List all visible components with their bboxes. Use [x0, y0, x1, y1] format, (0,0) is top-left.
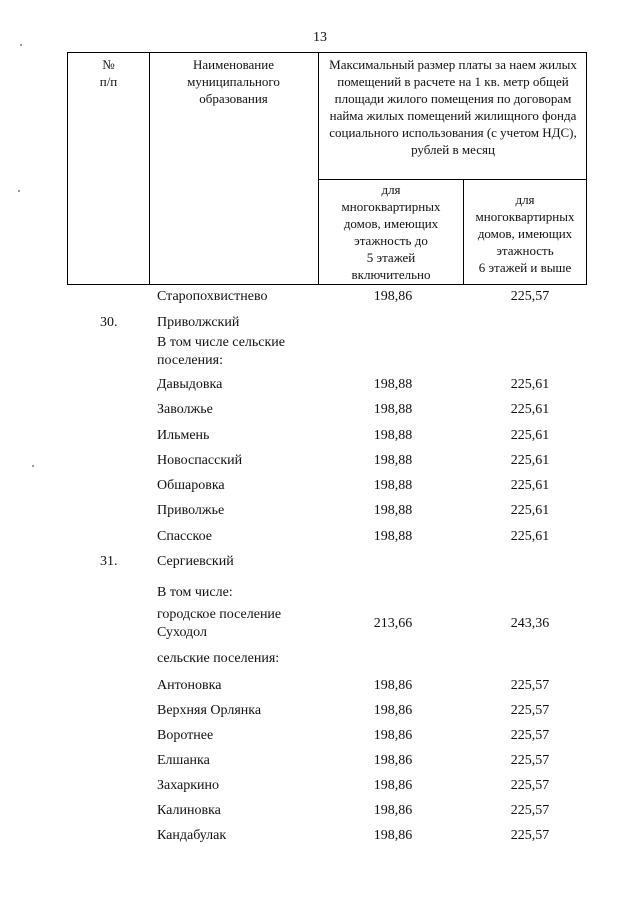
row-value-up-to-5-floors: 198,86 [373, 728, 413, 743]
header-col-number: № п/п [99, 57, 118, 89]
row-name: Приволжье [157, 503, 225, 518]
row-name: Калиновка [157, 803, 221, 818]
row-value-6-floors-and-above: 225,61 [510, 428, 550, 443]
row-value-up-to-5-floors: 198,86 [373, 828, 413, 843]
row-value-up-to-5-floors: 198,86 [373, 753, 413, 768]
header-sub-up-to-5-floors: для многоквартирных домов, имеющих этажность до 5 этажей включительно [341, 182, 441, 282]
row-value-6-floors-and-above: 225,57 [510, 678, 550, 693]
row-name: Воротнее [157, 728, 214, 743]
row-value-up-to-5-floors: 198,86 [373, 678, 413, 693]
row-name: Сергиевский [157, 554, 234, 569]
row-name: Старопохвистнево [157, 289, 268, 304]
row-name: Приволжский [157, 315, 240, 330]
row-value-up-to-5-floors: 198,88 [373, 529, 413, 544]
row-value-6-floors-and-above: 225,61 [510, 503, 550, 518]
header-sub-6-floors-and-above: для многоквартирных домов, имеющих этажность 6 этажей и выше [475, 192, 575, 275]
row-value-6-floors-and-above: 225,61 [510, 402, 550, 417]
row-name: городское поселение Суходол [157, 607, 282, 640]
row-value-6-floors-and-above: 225,57 [510, 778, 550, 793]
row-name: Новоспасский [157, 453, 243, 468]
row-name: В том числе: [157, 585, 233, 600]
header-divider [318, 179, 586, 180]
header-col-max-payment: Максимальный размер платы за наем жилых помещений в расчете на 1 кв. метр общей площади жилого помещения по договорам найма жилых помещений жилищного фонда социального использования (с учетом НДС), рублей в месяц [329, 57, 577, 157]
row-value-6-floors-and-above: 225,57 [510, 703, 550, 718]
row-value-up-to-5-floors: 198,88 [373, 377, 413, 392]
row-name: сельские поселения: [157, 651, 280, 666]
row-value-6-floors-and-above: 225,57 [510, 728, 550, 743]
row-value-6-floors-and-above: 225,57 [510, 753, 550, 768]
row-value-up-to-5-floors: 198,88 [373, 503, 413, 518]
row-name: Заволжье [157, 402, 213, 417]
table-header [67, 52, 587, 285]
row-value-6-floors-and-above: 225,61 [510, 453, 550, 468]
row-value-6-floors-and-above: 225,57 [510, 289, 550, 304]
scan-speck [20, 44, 22, 46]
row-name: Обшаровка [157, 478, 225, 493]
scan-speck [18, 190, 20, 192]
row-name: Спасское [157, 529, 212, 544]
row-number: 30. [100, 315, 118, 330]
row-value-up-to-5-floors: 198,86 [373, 778, 413, 793]
row-name: Верхняя Орлянка [157, 703, 262, 718]
row-name: Ильмень [157, 428, 210, 443]
row-value-6-floors-and-above: 225,61 [510, 529, 550, 544]
row-value-up-to-5-floors: 198,88 [373, 402, 413, 417]
row-name: Антоновка [157, 678, 222, 693]
row-name: Елшанка [157, 753, 210, 768]
row-value-up-to-5-floors: 198,88 [373, 428, 413, 443]
row-value-6-floors-and-above: 243,36 [510, 616, 550, 631]
header-col-name: Наименование муниципального образования [187, 57, 280, 106]
row-value-up-to-5-floors: 198,86 [373, 803, 413, 818]
row-name: Кандабулак [157, 828, 227, 843]
row-value-up-to-5-floors: 198,88 [373, 478, 413, 493]
scan-speck [32, 465, 34, 467]
row-value-6-floors-and-above: 225,61 [510, 377, 550, 392]
row-value-up-to-5-floors: 198,88 [373, 453, 413, 468]
row-value-up-to-5-floors: 198,86 [373, 703, 413, 718]
row-number: 31. [100, 554, 118, 569]
row-name: Давыдовка [157, 377, 223, 392]
row-value-up-to-5-floors: 213,66 [373, 616, 413, 631]
row-name: В том числе сельские поселения: [157, 335, 286, 368]
row-value-6-floors-and-above: 225,57 [510, 803, 550, 818]
page-number: 13 [313, 30, 327, 45]
row-value-up-to-5-floors: 198,86 [373, 289, 413, 304]
row-name: Захаркино [157, 778, 220, 793]
row-value-6-floors-and-above: 225,61 [510, 478, 550, 493]
row-value-6-floors-and-above: 225,57 [510, 828, 550, 843]
